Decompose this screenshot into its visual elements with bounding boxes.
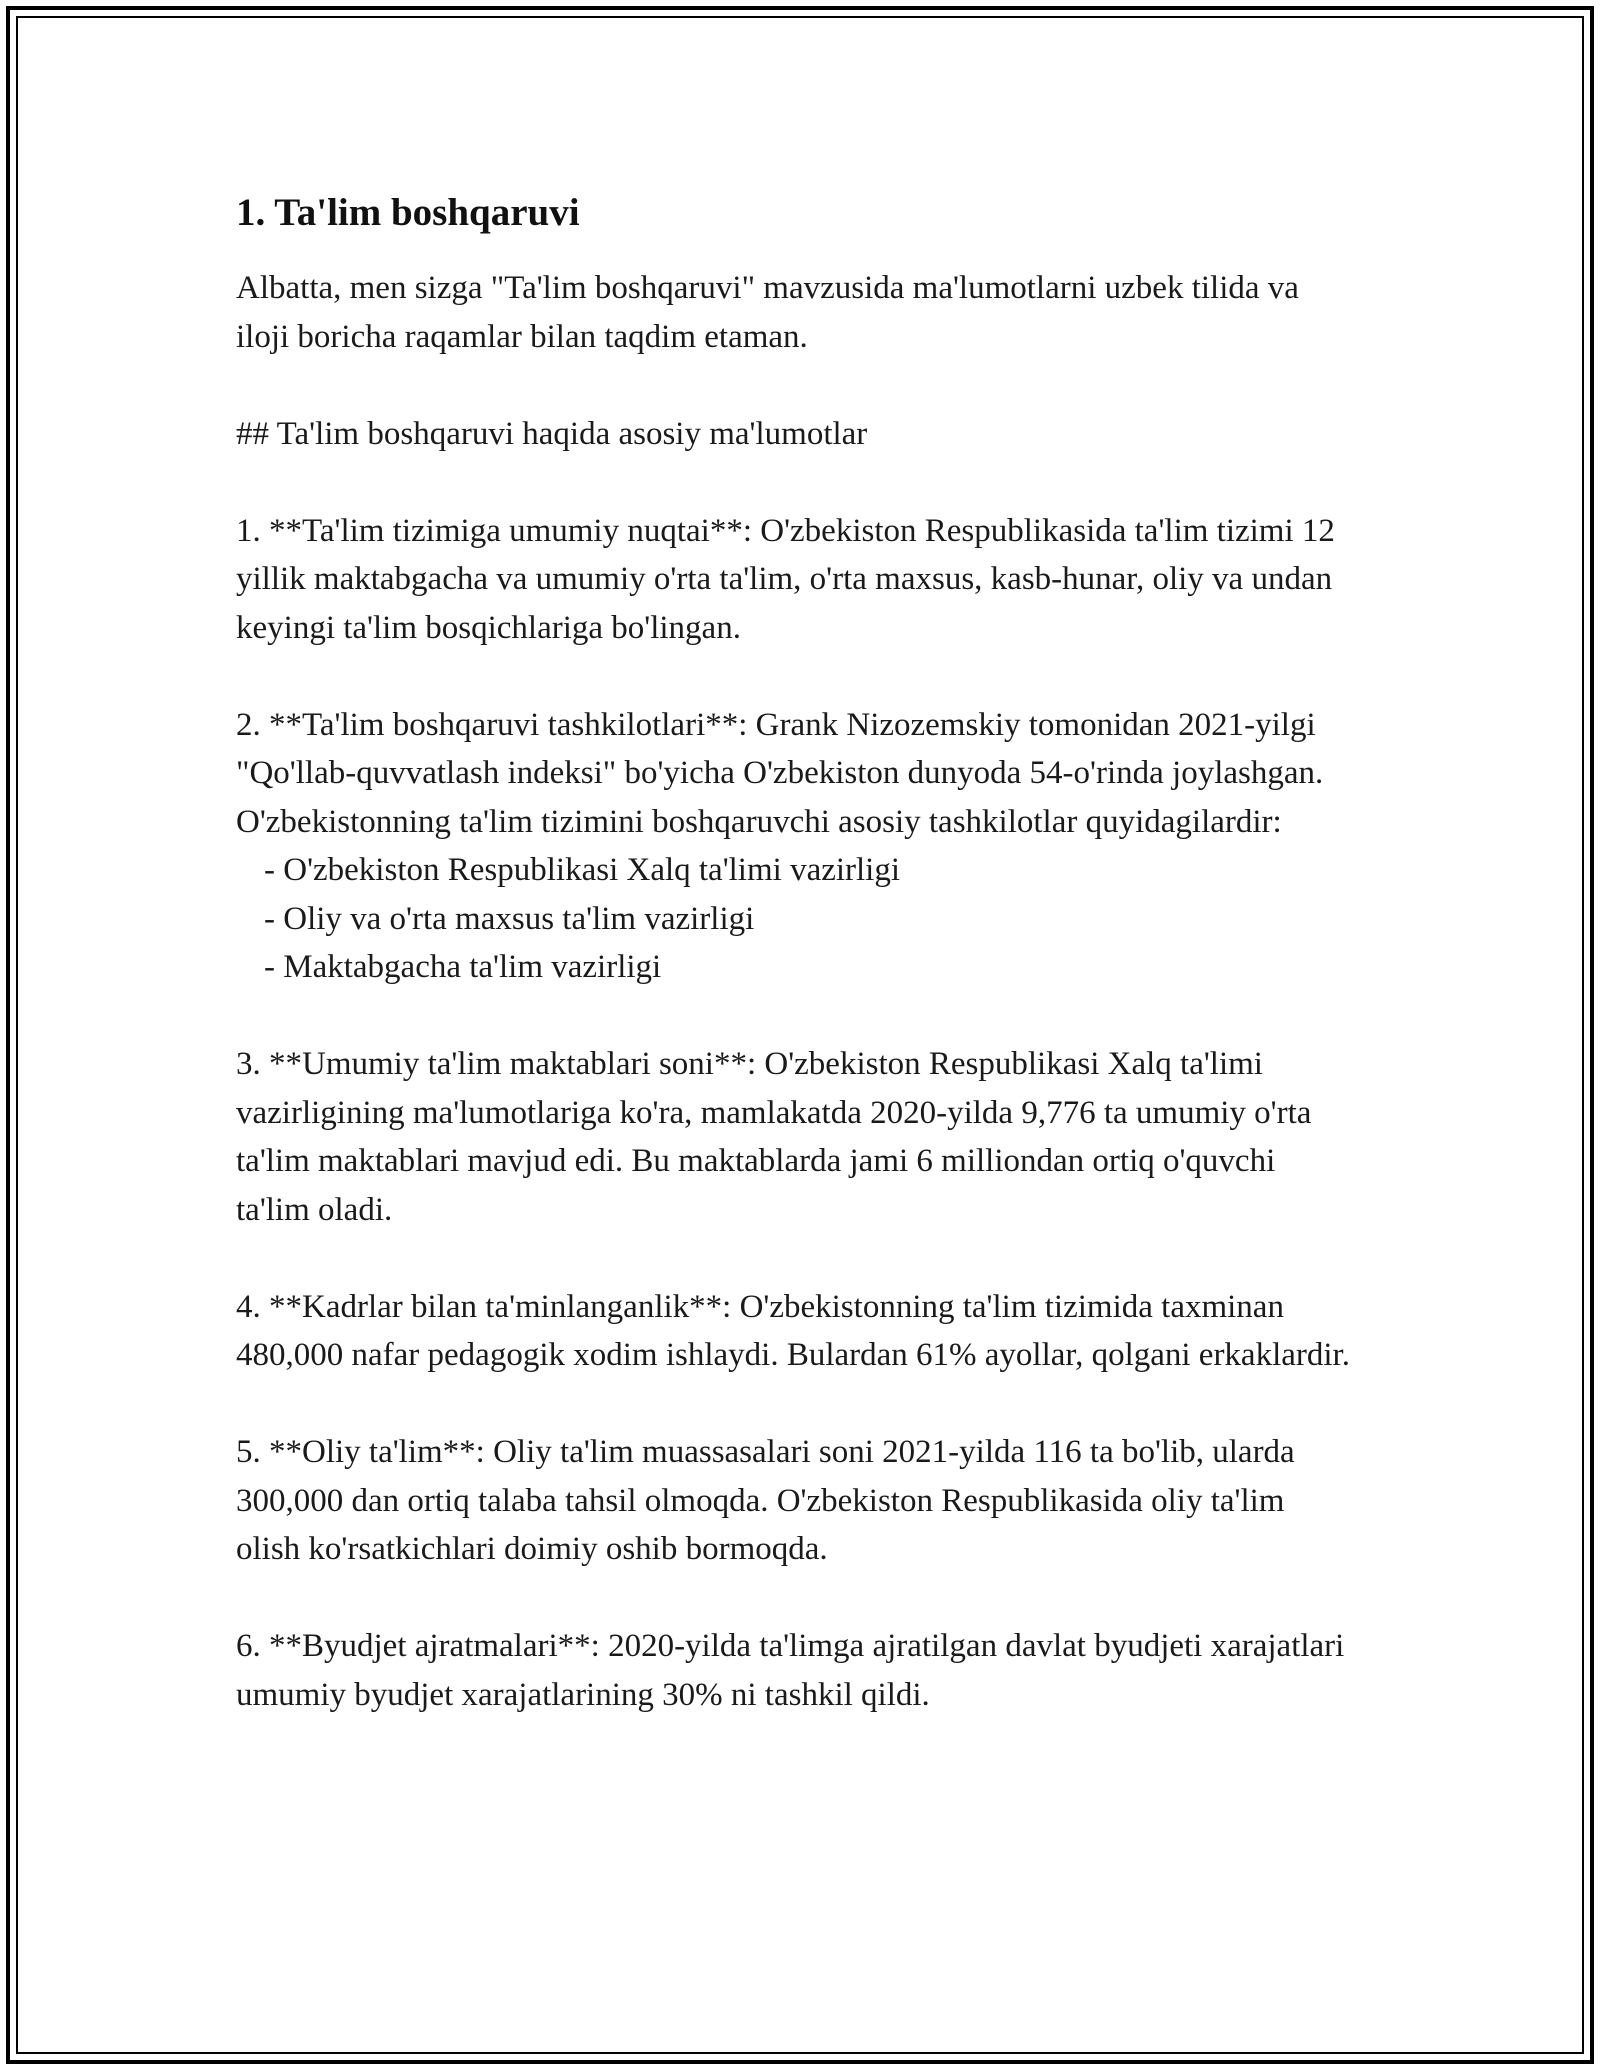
- document-title: 1. Ta'lim boshqaruvi: [236, 191, 580, 234]
- spacer: [236, 1380, 1356, 1429]
- list-item-2: 2. **Ta'lim boshqaruvi tashkilotlari**: Grank Nizozemskiy tomonidan 2021-yilgi "Qo'llab-quvvatlash indeksi" bo'yicha O'zbekiston dunyoda 54-o'rinda joylashgan. O'zbekistonning ta'lim tizimini boshqaruvchi asosiy tashkilotlar quyidagilardir:: [236, 706, 1332, 840]
- spacer: [236, 361, 1356, 410]
- intro-paragraph: Albatta, men sizga "Ta'lim boshqaruvi" mavzusida ma'lumotlarni uzbek tilida va iloji boricha raqamlar bilan taqdim etaman.: [236, 270, 1308, 355]
- bullet-item: - Oliy va o'rta maxsus ta'lim vazirligi: [264, 900, 755, 937]
- list-item-4: 4. **Kadrlar bilan ta'minlanganlik**: O'zbekistonning ta'lim tizimida taxminan 480,000 nafar pedagogik xodim ishlaydi. Bulardan 61% ayollar, qolgani erkaklardir.: [236, 1288, 1350, 1373]
- section-subheading: ## Ta'lim boshqaruvi haqida asosiy ma'lumotlar: [236, 415, 868, 452]
- document-body: [236, 186, 1356, 1719]
- spacer: [236, 1574, 1356, 1623]
- list-item-3: 3. **Umumiy ta'lim maktablari soni**: O'zbekiston Respublikasi Xalq ta'limi vazirligining ma'lumotlariga ko'ra, mamlakatda 2020-yilda 9,776 ta umumiy o'rta ta'lim maktablari mavjud edi. Bu maktablarda jami 6 milliondan ortiq o'quvchi ta'lim oladi.: [236, 1046, 1320, 1228]
- spacer: [236, 652, 1356, 701]
- bullet-item: - O'zbekiston Respublikasi Xalq ta'limi vazirligi: [264, 852, 901, 888]
- spacer: [236, 992, 1356, 1041]
- list-item-5: 5. **Oliy ta'lim**: Oliy ta'lim muassasalari soni 2021-yilda 116 ta bo'lib, ularda 300,000 dan ortiq talaba tahsil olmoqda. O'zbekiston Respublikasida oliy ta'lim olish ko'rsatkichlari doimiy oshib bormoqda.: [236, 1434, 1303, 1567]
- spacer: [236, 458, 1356, 507]
- list-item-1: 1. **Ta'lim tizimiga umumiy nuqtai**: O'zbekiston Respublikasida ta'lim tizimi 12 yillik maktabgacha va umumiy o'rta ta'lim, o'rta maxsus, kasb-hunar, oliy va undan keyingi ta'lim bosqichlariga bo'lingan.: [236, 512, 1344, 646]
- list-item-6: 6. **Byudjet ajratmalari**: 2020-yilda ta'limga ajratilgan davlat byudjeti xarajatlari umumiy byudjet xarajatlarining 30% ni tashkil qildi.: [236, 1628, 1353, 1713]
- spacer: [236, 1234, 1356, 1283]
- bullet-item: - Maktabgacha ta'lim vazirligi: [264, 949, 662, 985]
